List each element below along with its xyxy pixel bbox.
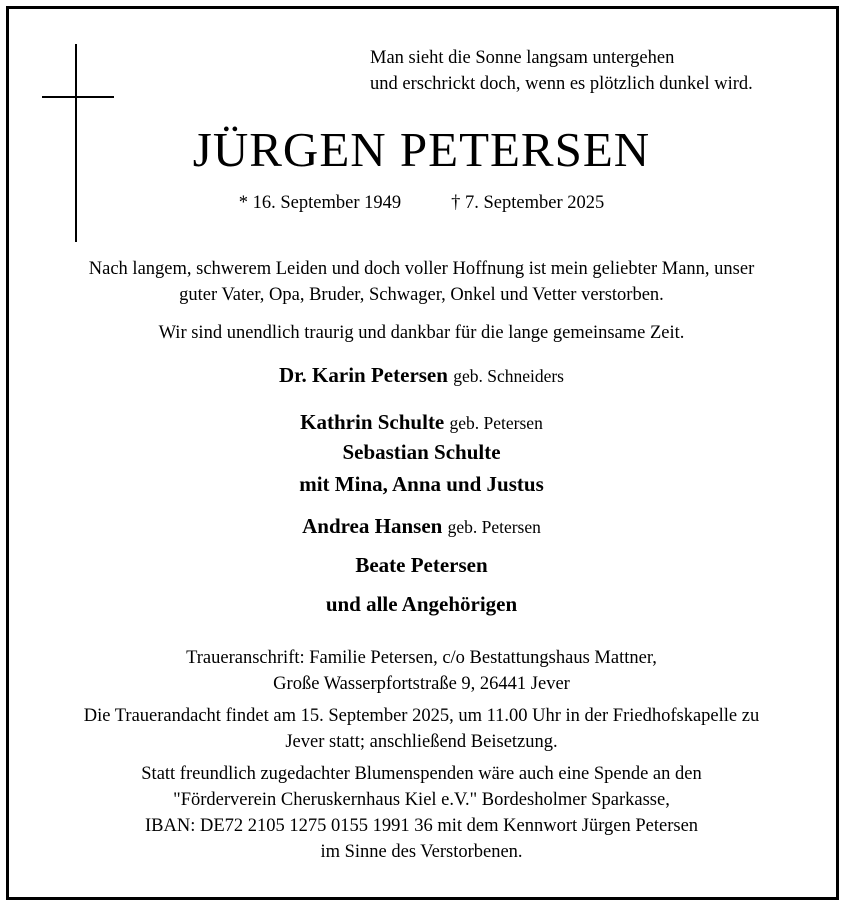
cross-horizontal-bar [42, 96, 114, 98]
mourner-name: Andrea Hansen [302, 514, 443, 538]
mourner-name: Kathrin Schulte [300, 410, 445, 434]
donation-line: Statt freundlich zugedachter Blumenspenden wäre auch eine Spende an den [141, 764, 702, 784]
address-line: Traueranschrift: Familie Petersen, c/o Bestattungshaus Mattner, [186, 648, 657, 668]
epigraph-quote [370, 45, 753, 97]
donation-line: "Förderverein Cheruskernhaus Kiel e.V." Bordesholmer Sparkasse, [173, 790, 670, 810]
life-dates [0, 190, 843, 216]
address-line: Große Wasserpfortstraße 9, 26441 Jever [273, 674, 570, 694]
announcement-line: Nach langem, schwerem Leiden und doch voller Hoffnung ist mein geliebter Mann, unser [88, 259, 755, 279]
mourner-daughter-3: Beate Petersen [355, 553, 488, 577]
service-line: Jever statt; anschließend Beisetzung. [285, 732, 558, 752]
birth-date: * 16. September 1949 [238, 193, 402, 213]
deceased-name: JÜRGEN PETERSEN [192, 122, 651, 177]
donation-line: im Sinne des Verstorbenen. [320, 842, 523, 862]
donation-line: IBAN: DE72 2105 1275 0155 1991 36 mit dem Kennwort Jürgen Petersen [144, 816, 699, 836]
announcement-text [0, 256, 843, 308]
maiden-name: geb. Petersen [447, 517, 541, 537]
service-info [0, 703, 843, 755]
mourner-grandchildren: mit Mina, Anna und Justus [299, 472, 544, 496]
mourner-name: Dr. Karin Petersen [279, 363, 448, 387]
quote-line: Man sieht die Sonne langsam untergehen [370, 48, 675, 68]
maiden-name: geb. Petersen [449, 413, 543, 433]
donation-info [0, 761, 843, 865]
gratitude-text: Wir sind unendlich traurig und dankbar für die lange gemeinsame Zeit. [158, 323, 685, 343]
announcement-line: guter Vater, Opa, Bruder, Schwager, Onkel und Vetter verstorben. [179, 285, 664, 305]
quote-line: und erschrickt doch, wenn es plötzlich dunkel wird. [370, 74, 753, 94]
service-line: Die Trauerandacht findet am 15. September 2025, um 11.00 Uhr in der Friedhofskapelle zu [83, 706, 760, 726]
mourner-relatives: und alle Angehörigen [325, 592, 518, 616]
mourner-wife [0, 360, 843, 391]
mourner-daughter-2 [0, 511, 843, 542]
mourner-son-in-law: Sebastian Schulte [342, 440, 501, 464]
mourner-daughter-1 [0, 407, 843, 438]
maiden-name: geb. Schneiders [453, 366, 564, 386]
death-date: † 7. September 2025 [451, 193, 605, 213]
mourning-address [0, 645, 843, 697]
